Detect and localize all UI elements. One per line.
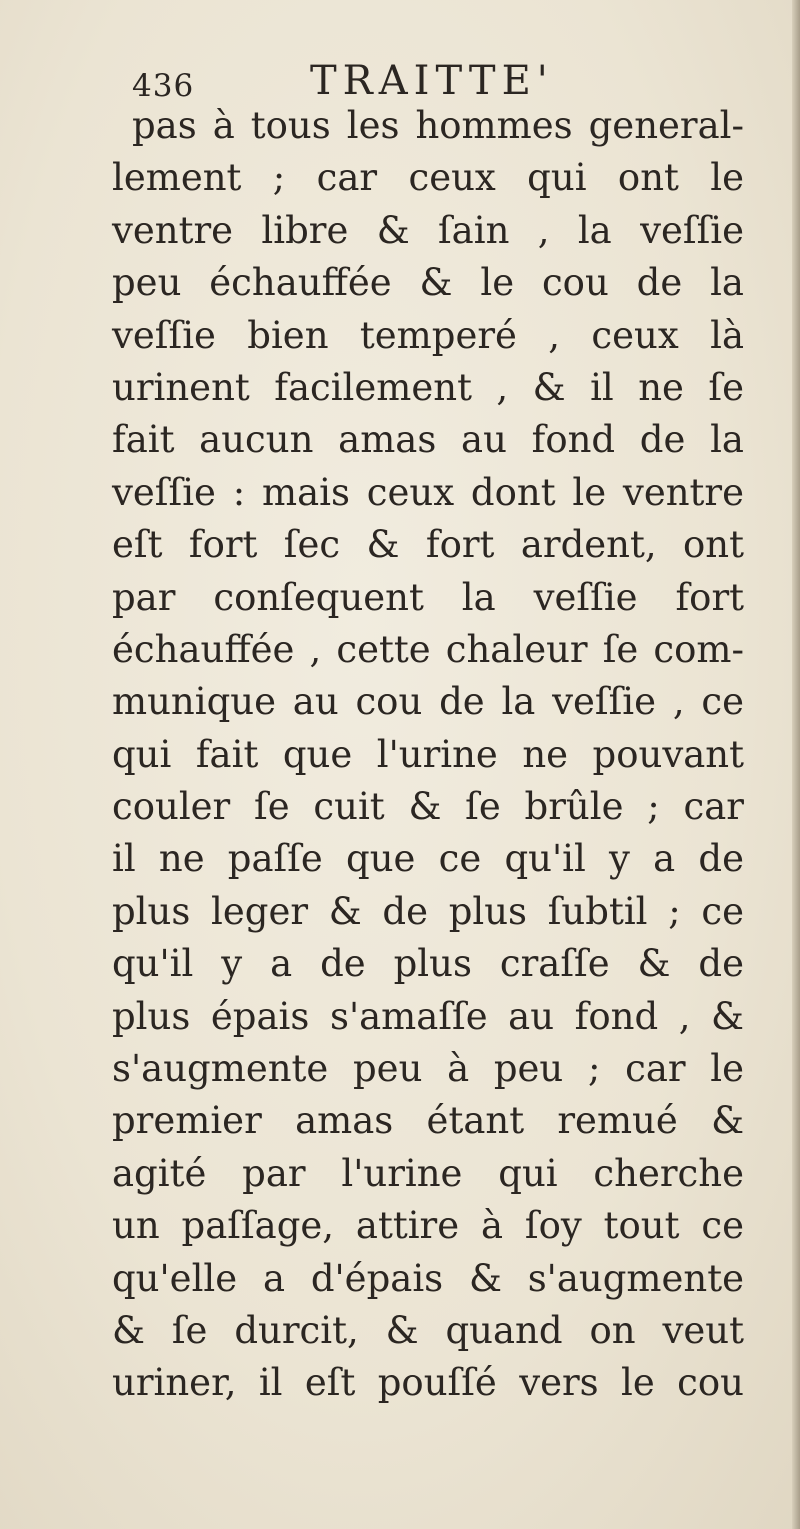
running-title: TRAITTE' (310, 58, 554, 104)
text-line: peu échauffée & le cou de la (112, 261, 744, 305)
text-line: qui fait que l'urine ne pouvant (112, 732, 744, 776)
text-line: qu'elle a d'épais & s'augmente (112, 1256, 744, 1300)
text-line: échauffée , cette chaleur ſe com- (112, 627, 744, 671)
page-number: 436 (132, 68, 195, 104)
text-line: uriner, il eſt pouſſé vers le cou (112, 1361, 744, 1405)
text-line: urinent facilement , & il ne ſe (112, 365, 744, 409)
text-line: plus leger & de plus ſubtil ; ce (112, 889, 744, 933)
body-text (112, 100, 744, 1410)
text-line: veſſie bien temperé , ceux là (112, 313, 744, 357)
text-line: ventre libre & ſain , la veſſie (112, 208, 744, 252)
text-line: s'augmente peu à peu ; car le (112, 1047, 744, 1091)
page-edge (792, 0, 800, 1529)
text-line: couler ſe cuit & ſe brûle ; car (112, 785, 744, 829)
text-line: veſſie : mais ceux dont le ventre (112, 470, 744, 514)
text-line: il ne paſſe que ce qu'il y a de (112, 837, 744, 881)
text-line: qu'il y a de plus craſſe & de (112, 942, 744, 986)
text-line: pas à tous les hommes general- (132, 104, 744, 147)
text-line: agité par l'urine qui cherche (112, 1151, 744, 1195)
text-line: plus épais s'amaſſe au fond , & (112, 994, 744, 1038)
text-line: premier amas étant remué & (112, 1099, 744, 1143)
text-line: fait aucun amas au fond de la (112, 418, 744, 462)
text-line: par conſequent la veſſie fort (112, 575, 744, 619)
text-line: lement ; car ceux qui ont le (112, 156, 744, 200)
text-line: & ſe durcit, & quand on veut (112, 1308, 744, 1352)
text-line: eſt fort ſec & fort ardent, ont (112, 523, 744, 567)
text-line: un paſſage, attire à ſoy tout ce (112, 1204, 744, 1248)
text-line: munique au cou de la veſſie , ce (112, 680, 744, 724)
